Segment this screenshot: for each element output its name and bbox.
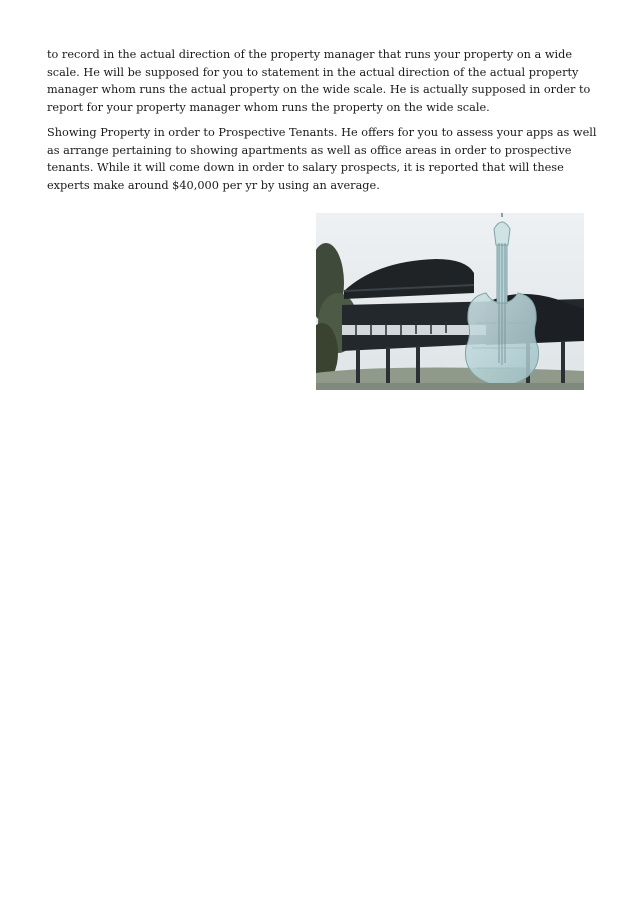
body-paragraph-2: Showing Property in order to Prospective Tenants. He offers for you to assess your apps as well as arrange pertaining to showing apartments as well as office areas in order to prospective tenants. While it will come down in order to salary prospects, it is reported that will these experts make around $40,000 per yr by using an average.: [47, 126, 597, 192]
building-photo: [316, 213, 584, 390]
piano-violin-building-illustration: [316, 213, 584, 390]
body-paragraph-1: to record in the actual direction of the property manager that runs your property on a wide scale. He will be supposed for you to statement in the actual direction of the actual property manager whom runs the actual property on the wide scale. He is actually supposed in order to report for your property manager whom runs the property on the wide scale.: [47, 48, 591, 114]
